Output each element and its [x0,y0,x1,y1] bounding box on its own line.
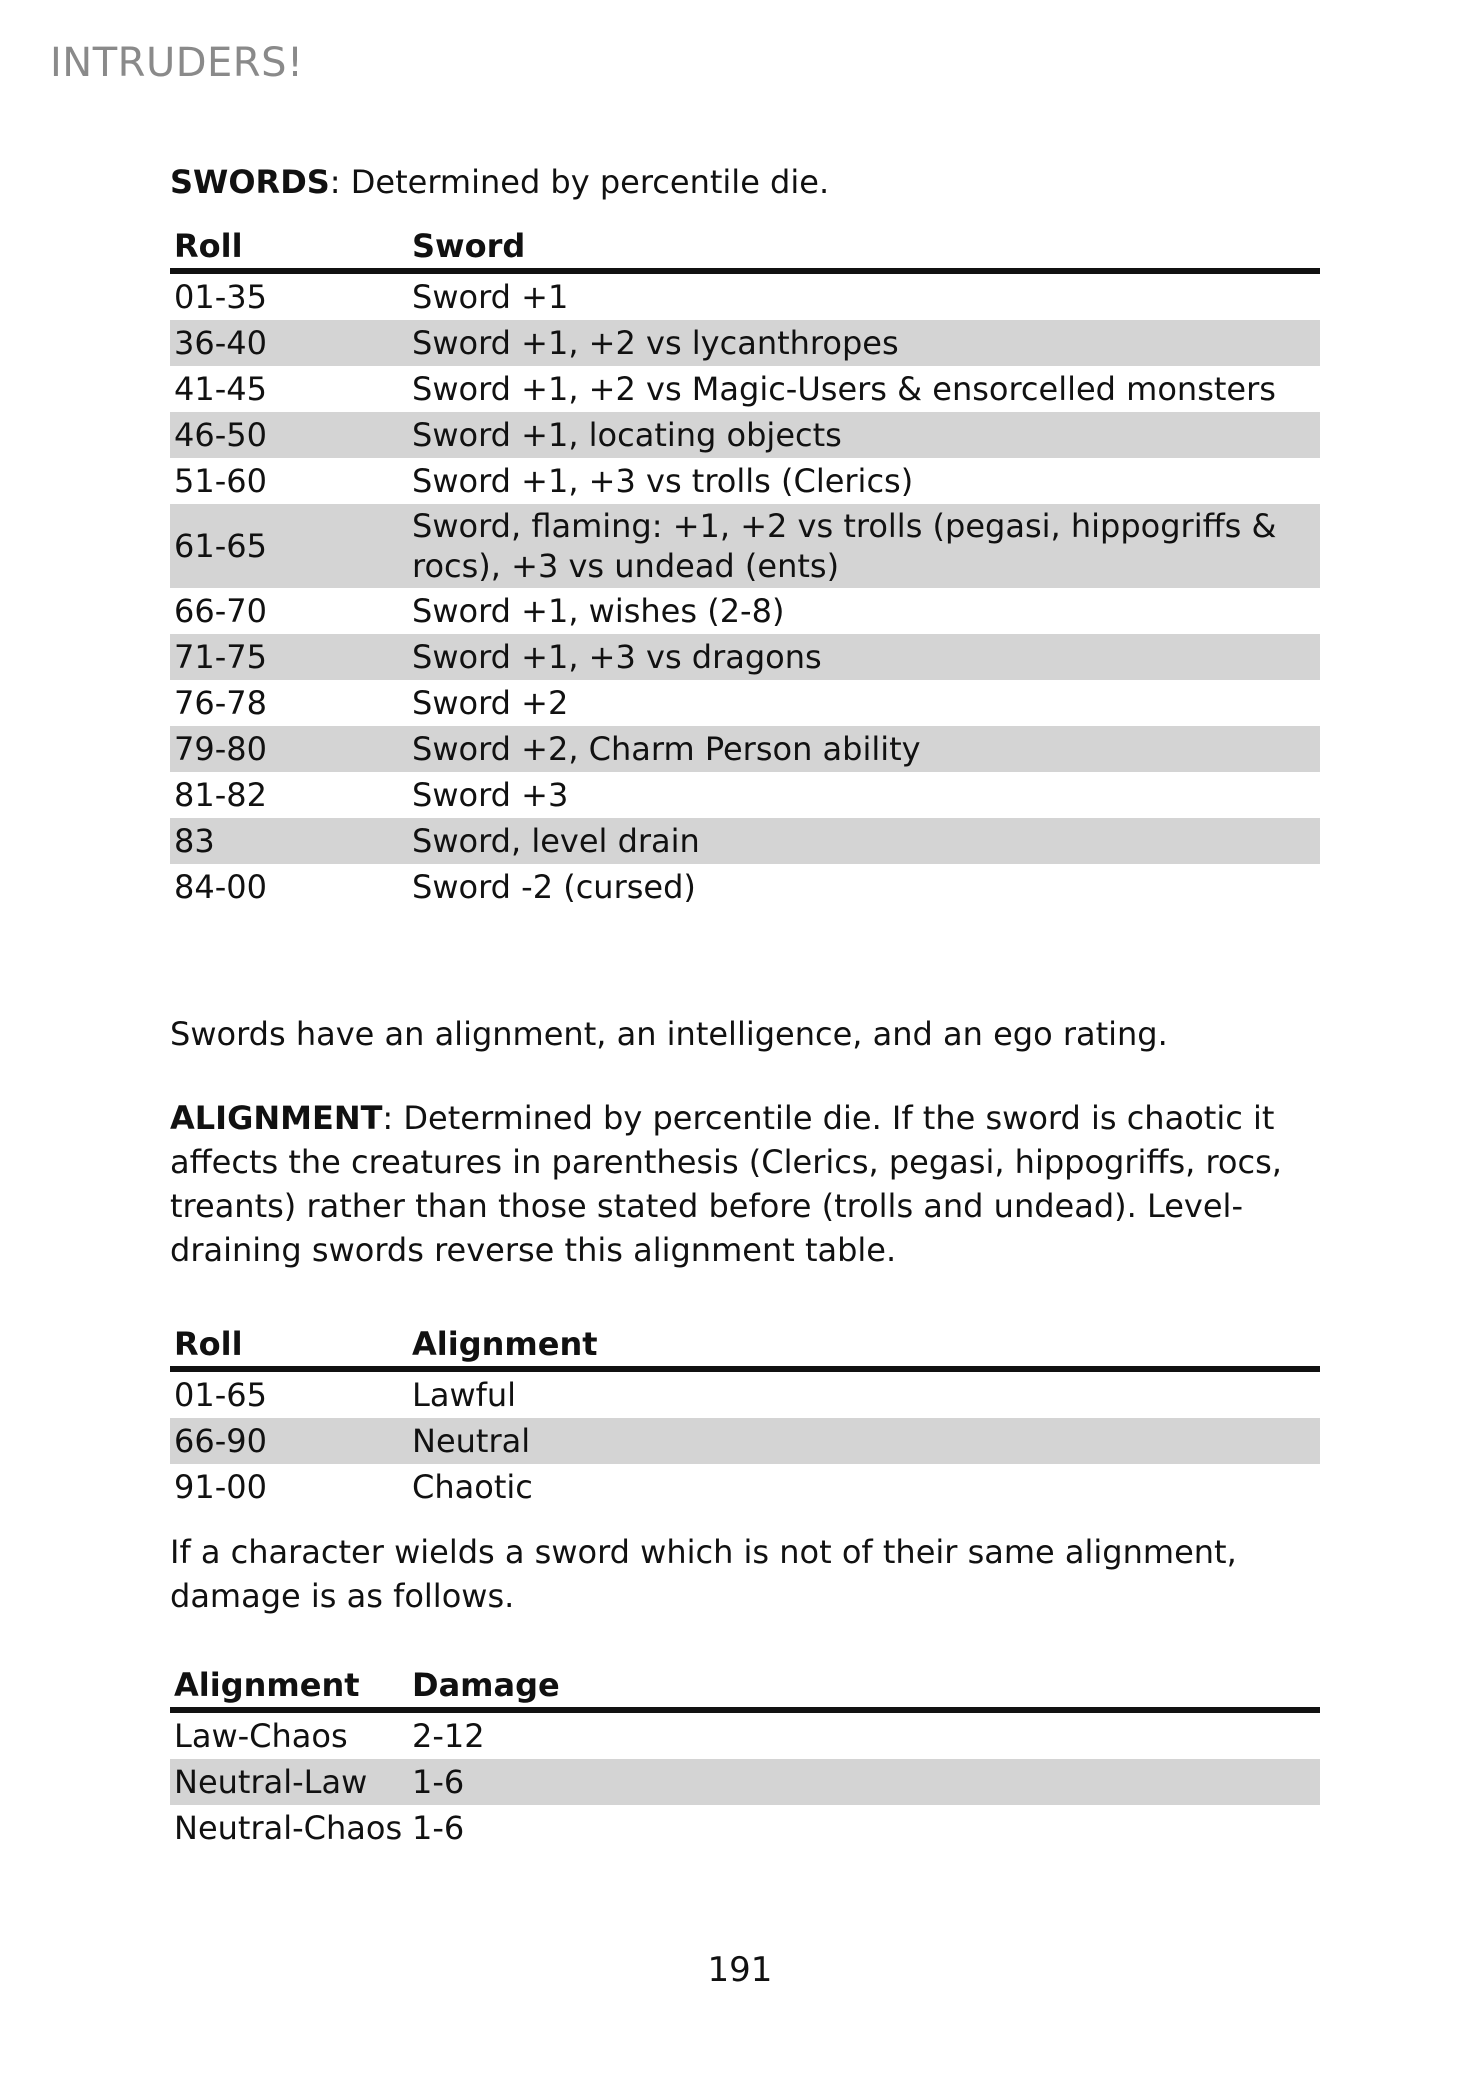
sword-cell: Sword +1, +3 vs trolls (Clerics) [412,462,914,500]
roll-cell: 46-50 [170,412,408,458]
alignment-pair-cell: Neutral-Chaos [174,1809,403,1847]
swords-intro-text: : Determined by percentile die. [329,163,830,201]
sword-cell: Sword -2 (cursed) [412,868,696,906]
damage-intro: If a character wields a sword which is not of their same alignment, damage is as follows. [170,1533,1237,1615]
alignment-heading: ALIGNMENT [170,1099,383,1137]
roll-cell: 91-00 [174,1468,267,1506]
table-row [170,504,1320,588]
roll-cell: 71-75 [170,634,408,680]
table-row [170,1369,1320,1418]
roll-cell: 79-80 [170,726,408,772]
page-number: 191 [707,1950,773,1990]
table-header-row [170,224,1320,271]
roll-cell: 83 [170,818,408,864]
alignment-intro-text: : Determined by percentile die. If the sword is chaotic it affects the creatures in parenthesis (Clerics, pegasi, hippogriffs, rocs, treants) rather than those stated before (trolls and undead). Level-draining swords reverse this alignment table. [170,1099,1282,1269]
roll-cell: 84-00 [174,868,267,906]
swords-intro [170,160,1320,204]
alignment-cell: Lawful [412,1376,517,1414]
swords-table [170,224,1320,910]
table-row [170,1464,1320,1510]
sword-cell: Sword +2, Charm Person ability [408,726,1320,772]
table-row [170,634,1320,680]
sword-cell: Sword +1 [412,278,569,316]
table-row [170,680,1320,726]
table-header-row [170,1322,1320,1369]
roll-cell: 76-78 [174,684,267,722]
sword-cell: Sword +3 [412,776,569,814]
alignment-intro [170,1096,1320,1272]
table-row [170,588,1320,634]
column-header-roll: Roll [170,224,408,271]
table-row [170,726,1320,772]
sword-cell: Sword, level drain [408,818,1320,864]
table-row [170,271,1320,320]
sword-cell: Sword +1, +2 vs lycanthropes [408,320,1320,366]
alignment-pair-cell: Neutral-Law [170,1759,408,1805]
column-header-roll: Roll [170,1322,408,1369]
table-row [170,1805,1320,1851]
damage-cell: 1-6 [412,1809,465,1847]
table-row [170,772,1320,818]
table-header-row [170,1663,1320,1710]
roll-cell: 61-65 [170,504,408,588]
damage-table [170,1663,1320,1851]
swords-summary: Swords have an alignment, an intelligence, and an ego rating. [170,1015,1168,1053]
roll-cell: 36-40 [170,320,408,366]
alignment-cell: Neutral [408,1418,1320,1464]
alignment-table [170,1322,1320,1510]
sword-cell: Sword +1, +3 vs dragons [408,634,1320,680]
sword-cell: Sword +1, wishes (2-8) [412,592,785,630]
swords-heading: SWORDS [170,163,330,201]
sword-cell: Sword, flaming: +1, +2 vs trolls (pegasi, hippogriffs & rocs), +3 vs undead (ents) [408,504,1320,588]
roll-cell: 66-90 [170,1418,408,1464]
column-header-damage: Damage [408,1663,1320,1710]
column-header-alignment: Alignment [408,1322,1320,1369]
table-row [170,366,1320,412]
table-row [170,1418,1320,1464]
table-row [170,458,1320,504]
sword-cell: Sword +1, locating objects [408,412,1320,458]
alignment-pair-cell: Law-Chaos [174,1717,348,1755]
alignment-cell: Chaotic [412,1468,533,1506]
sword-cell: Sword +2 [412,684,569,722]
roll-cell: 41-45 [174,370,267,408]
running-header: INTRUDERS! [50,40,304,86]
column-header-sword: Sword [408,224,1320,271]
roll-cell: 01-35 [174,278,267,316]
table-row [170,1710,1320,1759]
roll-cell: 01-65 [174,1376,267,1414]
roll-cell: 81-82 [174,776,267,814]
table-row [170,864,1320,910]
table-row [170,1759,1320,1805]
column-header-alignment: Alignment [170,1663,408,1710]
damage-cell: 1-6 [408,1759,1320,1805]
roll-cell: 66-70 [174,592,267,630]
sword-cell: Sword +1, +2 vs Magic-Users & ensorcelled monsters [412,370,1276,408]
table-row [170,412,1320,458]
table-row [170,818,1320,864]
page-content [170,160,1320,1851]
roll-cell: 51-60 [174,462,267,500]
damage-cell: 2-12 [412,1717,485,1755]
table-row [170,320,1320,366]
